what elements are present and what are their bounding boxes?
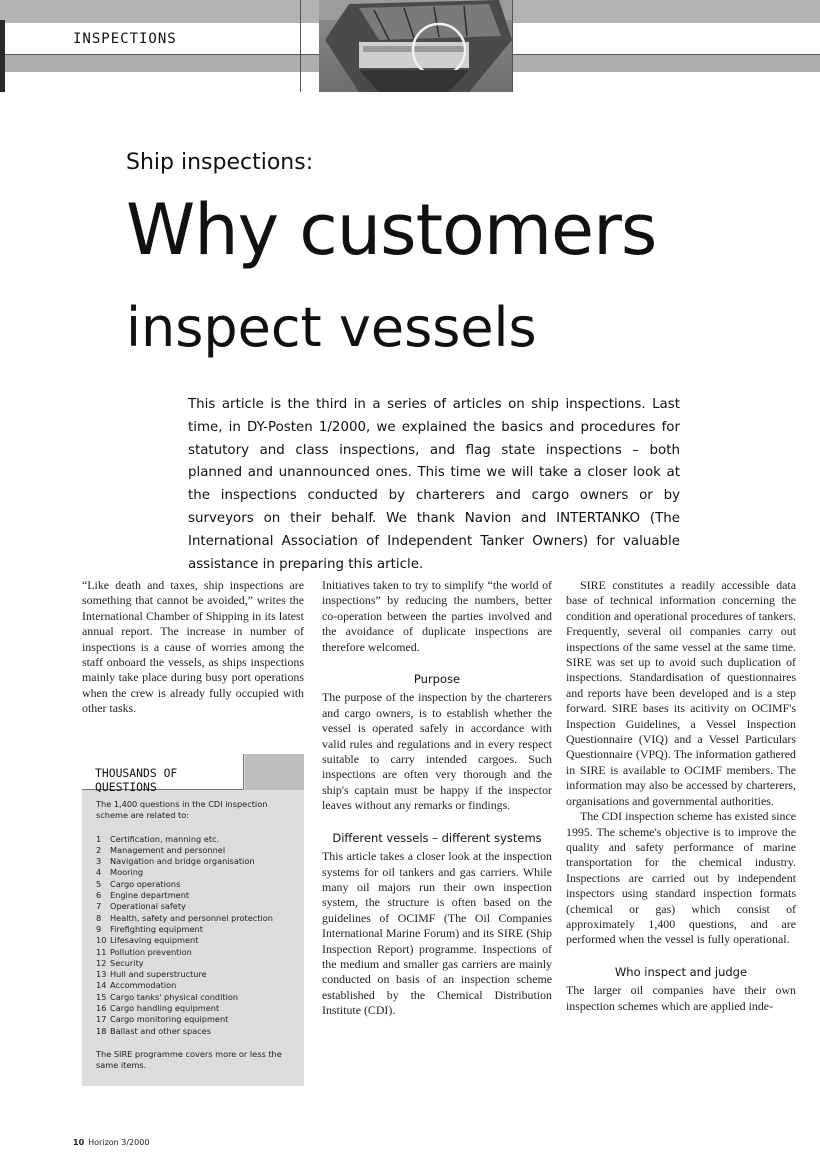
body-paragraph: The CDI inspection scheme has existed since 1995. The scheme's objective is to improve the quality and safety performance of marine transportation for the chemical industry. Inspections are carried out by independent inspectors using standard inspection formats (chemical or gas) which consist of approximately 1,400 questions, and are performed when the vessel is fully operational. bbox=[566, 809, 796, 947]
subheading-different-vessels: Different vessels – different systems bbox=[332, 830, 542, 845]
question-item bbox=[96, 992, 292, 1003]
question-item bbox=[96, 1014, 292, 1025]
article-kicker: Ship inspections: bbox=[126, 150, 314, 175]
question-text: Management and personnel bbox=[110, 844, 226, 855]
question-item bbox=[96, 879, 292, 890]
question-text: Hull and superstructure bbox=[110, 969, 207, 980]
questions-box-header-tab bbox=[245, 754, 304, 790]
question-item bbox=[96, 834, 292, 845]
questions-list bbox=[96, 834, 292, 1037]
question-number: 16 bbox=[96, 1003, 107, 1014]
article-title-line-1: Why customers bbox=[126, 189, 657, 271]
question-item bbox=[96, 913, 292, 924]
question-text: Security bbox=[110, 957, 144, 968]
subheading-purpose: Purpose bbox=[413, 672, 461, 687]
question-number: 7 bbox=[96, 901, 102, 912]
question-item bbox=[96, 924, 292, 935]
question-number: 14 bbox=[96, 980, 107, 991]
question-item bbox=[96, 980, 292, 991]
question-item bbox=[96, 845, 292, 856]
body-paragraph: This article takes a closer look at the inspection systems for oil tankers and gas carriers. While many oil majors run their own inspection system, the structure is often based on the guidelines of OCIMF (The Oil Companies International Marine Forum) and its SIRE (Ship Inspection Report) programme. Inspections of the medium and smaller gas carriers are mainly conducted on basis of an inspection scheme established by the Chemical Distribution Institute (CDI). bbox=[322, 849, 552, 1018]
question-number: 15 bbox=[96, 991, 107, 1002]
question-text: Cargo monitoring equipment bbox=[110, 1014, 229, 1025]
question-item bbox=[96, 969, 292, 980]
questions-box-body bbox=[96, 799, 292, 1072]
tanker-photo bbox=[319, 0, 512, 92]
question-item bbox=[96, 890, 292, 901]
questions-box-note: The SIRE programme covers more or less the same items. bbox=[96, 1048, 282, 1071]
article-title-line-2: inspect vessels bbox=[126, 296, 537, 359]
question-text: Cargo tanks' physical condition bbox=[110, 991, 239, 1002]
question-text: Engine department bbox=[110, 890, 190, 901]
question-number: 13 bbox=[96, 969, 107, 980]
question-number: 6 bbox=[96, 890, 102, 901]
question-item bbox=[96, 901, 292, 912]
article-intro: This article is the third in a series of articles on ship inspections. Last time, in DY-Posten 1/2000, we explained the basics and procedures for statutory and class inspections, and flag state inspections – both planned and unannounced ones. This time we will take a closer look at the inspections conducted by charterers and cargo owners or by surveyors on their behalf. We thank Navion and INTERTANKO (The International Association of Independent Tanker Owners) for valuable assistance in preparing this article. bbox=[188, 397, 680, 572]
body-paragraph: The purpose of the inspection by the charterers and cargo owners, is to establish whether the vessel is operated safely in accordance with valid rules and regulations and in every respect suitable to carry intended cargoes. Such inspections are often very thorough and the ship's captain must be happy if the inspector leaves without any remarks or findings. bbox=[322, 690, 552, 813]
column-2 bbox=[322, 578, 552, 1019]
header-divider-right bbox=[512, 0, 513, 92]
questions-box-lead: The 1,400 questions in the CDI inspection scheme are related to: bbox=[96, 799, 268, 821]
header-divider-left bbox=[300, 0, 301, 92]
question-item bbox=[96, 1003, 292, 1014]
question-number: 4 bbox=[96, 867, 102, 878]
body-paragraph: The larger oil companies have their own inspection schemes which are applied inde- bbox=[566, 983, 796, 1013]
subheading-who-inspect: Who inspect and judge bbox=[614, 964, 748, 979]
question-text: Mooring bbox=[110, 867, 144, 878]
question-item bbox=[96, 947, 292, 958]
question-number: 1 bbox=[96, 833, 102, 844]
question-number: 8 bbox=[96, 912, 102, 923]
question-text: Certification, manning etc. bbox=[110, 833, 220, 844]
question-text: Firefighting equipment bbox=[110, 923, 203, 934]
question-text: Cargo handling equipment bbox=[110, 1003, 220, 1014]
question-text: Pollution prevention bbox=[110, 946, 192, 957]
body-paragraph: “Like death and taxes, ship inspections are something that cannot be avoided,” writes the International Chamber of Shipping in its latest annual report. The increase in number of inspections is a cause of worries among the staff onboard the vessels, as ships inspections mainly take place during busy port operations when the crew is already fully occupied with other tasks. bbox=[82, 578, 304, 716]
question-text: Operational safety bbox=[110, 901, 186, 912]
question-text: Accommodation bbox=[110, 980, 177, 991]
question-number: 2 bbox=[96, 844, 102, 855]
question-number: 5 bbox=[96, 878, 102, 889]
question-number: 9 bbox=[96, 923, 102, 934]
question-number: 11 bbox=[96, 946, 107, 957]
section-label: INSPECTIONS bbox=[73, 31, 177, 47]
body-paragraph: Initiatives taken to try to simplify “the world of inspections” by reducing the numbers, better co-operation between the parties involved and the avoidance of duplicate inspections are therefore welcomed. bbox=[322, 578, 552, 654]
question-number: 10 bbox=[96, 935, 107, 946]
question-text: Lifesaving equipment bbox=[110, 935, 199, 946]
questions-box-title: THOUSANDS OF QUESTIONS bbox=[95, 766, 178, 794]
page-footer bbox=[73, 1138, 149, 1147]
question-item bbox=[96, 935, 292, 946]
page-number: 10 bbox=[73, 1138, 85, 1147]
question-number: 3 bbox=[96, 856, 102, 867]
question-text: Ballast and other spaces bbox=[110, 1025, 211, 1036]
question-number: 18 bbox=[96, 1025, 107, 1036]
issue-label: Horizon 3/2000 bbox=[88, 1138, 150, 1147]
question-text: Navigation and bridge organisation bbox=[110, 856, 255, 867]
question-item bbox=[96, 856, 292, 867]
body-paragraph: SIRE constitutes a readily accessible data base of technical information concerning the condition and operational procedures of tankers. Frequently, several oil companies carry out inspections of the same vessel at the same time. SIRE was set up to avoid such duplication of inspections. Standardisation of questionnaires and reports have been developed and is a step forward. SIRE bases its acitivity on OCIMF's Inspection Guidelines, a Vessel Inspection Questionnaire (VIQ) and a Vessel Particulars Questionnaire (VPQ). The information gathered in SIRE is available to OCIMF members. The information may also be accessed by charterers, organisations and governmental authorities. bbox=[566, 578, 796, 808]
question-item bbox=[96, 867, 292, 878]
question-text: Cargo operations bbox=[110, 878, 181, 889]
question-number: 12 bbox=[96, 957, 107, 968]
questions-box-header bbox=[82, 754, 244, 794]
question-item bbox=[96, 958, 292, 969]
question-number: 17 bbox=[96, 1014, 107, 1025]
question-text: Health, safety and personnel protection bbox=[110, 912, 273, 923]
column-3 bbox=[566, 578, 796, 1014]
question-item bbox=[96, 1026, 292, 1037]
page-edge-mark bbox=[0, 20, 5, 92]
column-1 bbox=[82, 578, 304, 717]
questions-box bbox=[82, 754, 304, 1086]
